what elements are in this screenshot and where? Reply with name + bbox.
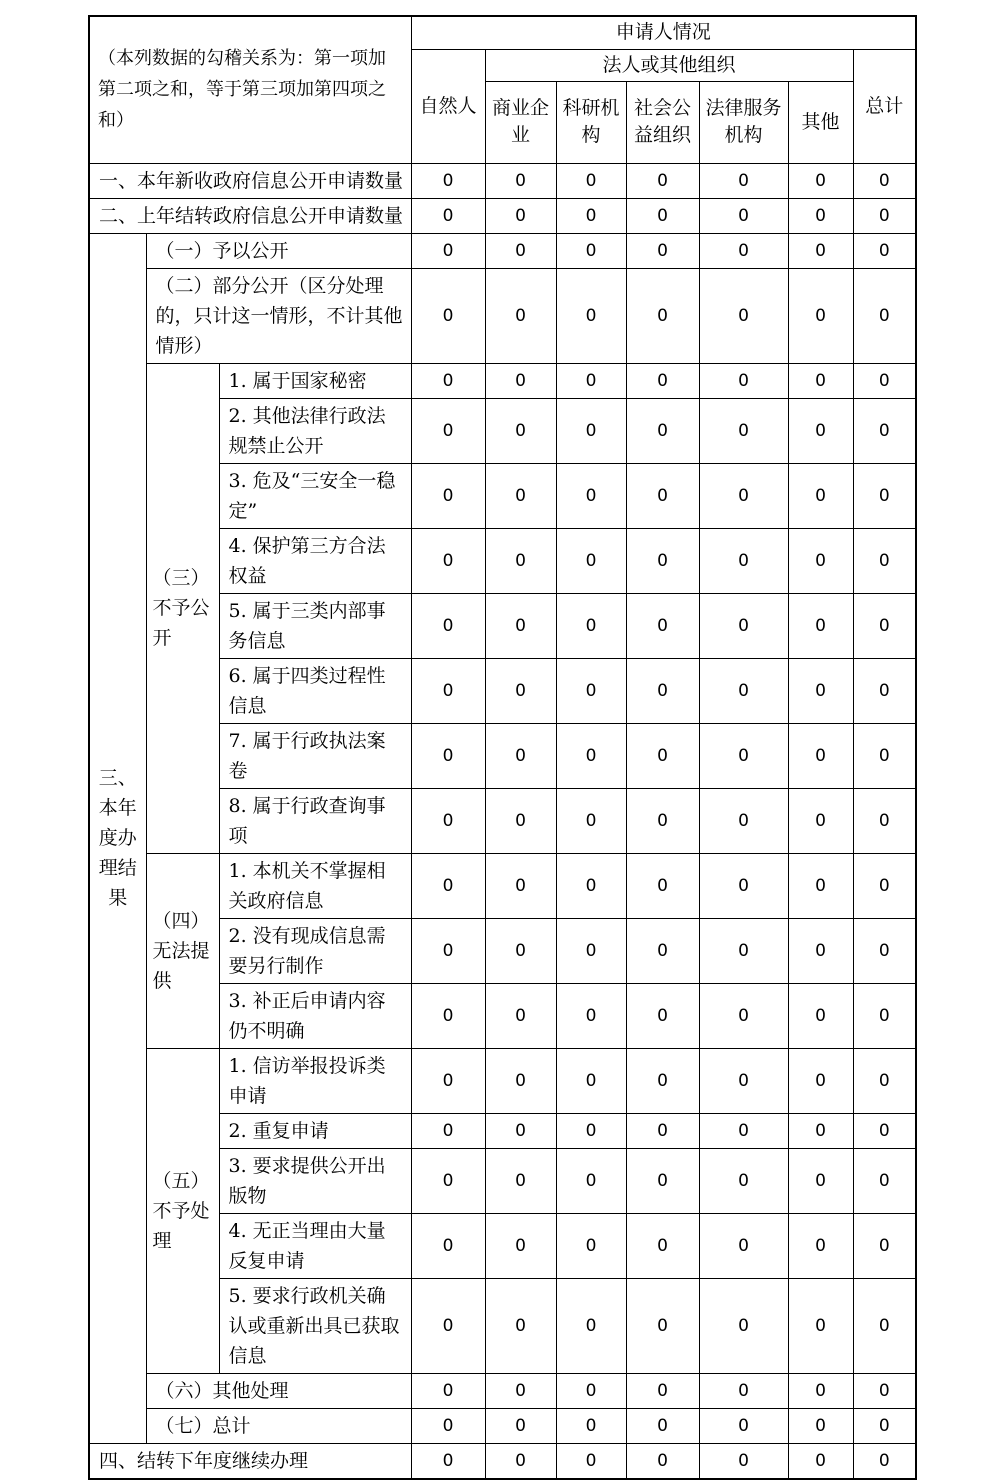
section-label-annual-results: 三、本年度办理结果	[89, 233, 146, 1443]
value-cell: 0	[699, 1113, 788, 1148]
value-cell: 0	[853, 198, 916, 233]
value-cell: 0	[853, 723, 916, 788]
value-cell: 0	[485, 268, 556, 363]
value-cell: 0	[485, 1148, 556, 1213]
group-label-unable-provide: （四）无法提供	[146, 853, 219, 1048]
value-cell: 0	[485, 853, 556, 918]
report-table	[88, 15, 917, 1480]
value-cell: 0	[788, 983, 853, 1048]
value-cell: 0	[485, 1048, 556, 1113]
value-cell: 0	[788, 268, 853, 363]
value-cell: 0	[626, 853, 699, 918]
value-cell: 0	[485, 788, 556, 853]
value-cell: 0	[556, 1213, 626, 1278]
value-cell: 0	[699, 1408, 788, 1443]
value-cell: 0	[788, 363, 853, 398]
value-cell: 0	[699, 1278, 788, 1373]
value-cell: 0	[626, 528, 699, 593]
col-header-natural-person: 自然人	[411, 49, 485, 163]
value-cell: 0	[556, 1443, 626, 1479]
value-cell: 0	[556, 658, 626, 723]
value-cell: 0	[411, 528, 485, 593]
value-cell: 0	[485, 658, 556, 723]
value-cell: 0	[485, 528, 556, 593]
value-cell: 0	[556, 398, 626, 463]
row-label: 5. 属于三类内部事务信息	[219, 593, 411, 658]
value-cell: 0	[699, 1373, 788, 1408]
value-cell: 0	[699, 1048, 788, 1113]
value-cell: 0	[626, 363, 699, 398]
value-cell: 0	[626, 163, 699, 198]
value-cell: 0	[411, 1148, 485, 1213]
col-header-business: 商业企业	[485, 81, 556, 163]
value-cell: 0	[626, 918, 699, 983]
col-header-total: 总计	[853, 49, 916, 163]
value-cell: 0	[626, 1443, 699, 1479]
table-row	[89, 198, 916, 233]
value-cell: 0	[411, 853, 485, 918]
value-cell: 0	[411, 788, 485, 853]
row-label-carried-over: 二、上年结转政府信息公开申请数量	[89, 198, 411, 233]
value-cell: 0	[556, 233, 626, 268]
value-cell: 0	[853, 658, 916, 723]
value-cell: 0	[556, 1148, 626, 1213]
value-cell: 0	[853, 528, 916, 593]
value-cell: 0	[853, 1048, 916, 1113]
value-cell: 0	[788, 1443, 853, 1479]
value-cell: 0	[485, 363, 556, 398]
value-cell: 0	[699, 853, 788, 918]
table-row	[89, 1048, 916, 1113]
value-cell: 0	[411, 463, 485, 528]
value-cell: 0	[626, 1113, 699, 1148]
row-label: （一）予以公开	[146, 233, 411, 268]
value-cell: 0	[556, 1278, 626, 1373]
value-cell: 0	[699, 463, 788, 528]
table-row	[89, 268, 916, 363]
value-cell: 0	[788, 163, 853, 198]
col-header-other: 其他	[788, 81, 853, 163]
group-label-not-process: （五）不予处理	[146, 1048, 219, 1373]
value-cell: 0	[699, 1213, 788, 1278]
value-cell: 0	[485, 1373, 556, 1408]
corner-note: （本列数据的勾稽关系为：第一项加第二项之和，等于第三项加第四项之和）	[89, 16, 411, 163]
value-cell: 0	[788, 233, 853, 268]
value-cell: 0	[556, 363, 626, 398]
value-cell: 0	[556, 593, 626, 658]
value-cell: 0	[485, 198, 556, 233]
table-row	[89, 1373, 916, 1408]
value-cell: 0	[699, 528, 788, 593]
value-cell: 0	[556, 1373, 626, 1408]
row-label: （二）部分公开（区分处理的，只计这一情形，不计其他情形）	[146, 268, 411, 363]
value-cell: 0	[699, 1443, 788, 1479]
value-cell: 0	[853, 853, 916, 918]
value-cell: 0	[853, 1278, 916, 1373]
value-cell: 0	[853, 788, 916, 853]
value-cell: 0	[699, 983, 788, 1048]
value-cell: 0	[556, 1113, 626, 1148]
row-label: 2. 其他法律行政法规禁止公开	[219, 398, 411, 463]
row-label: 2. 没有现成信息需要另行制作	[219, 918, 411, 983]
value-cell: 0	[853, 1443, 916, 1479]
value-cell: 0	[485, 233, 556, 268]
value-cell: 0	[485, 1113, 556, 1148]
value-cell: 0	[485, 463, 556, 528]
value-cell: 0	[411, 723, 485, 788]
value-cell: 0	[411, 593, 485, 658]
value-cell: 0	[556, 723, 626, 788]
value-cell: 0	[626, 1048, 699, 1113]
row-label: （六）其他处理	[146, 1373, 411, 1408]
value-cell: 0	[556, 198, 626, 233]
value-cell: 0	[485, 1278, 556, 1373]
value-cell: 0	[853, 1113, 916, 1148]
value-cell: 0	[788, 1408, 853, 1443]
table-row	[89, 363, 916, 398]
value-cell: 0	[556, 983, 626, 1048]
value-cell: 0	[411, 1373, 485, 1408]
row-label: 6. 属于四类过程性信息	[219, 658, 411, 723]
value-cell: 0	[699, 593, 788, 658]
value-cell: 0	[699, 918, 788, 983]
value-cell: 0	[788, 853, 853, 918]
value-cell: 0	[788, 1148, 853, 1213]
row-label: 3. 危及“三安全一稳定”	[219, 463, 411, 528]
value-cell: 0	[699, 788, 788, 853]
col-header-applicant-group: 申请人情况	[411, 16, 916, 49]
row-label-new-requests: 一、本年新收政府信息公开申请数量	[89, 163, 411, 198]
value-cell: 0	[853, 463, 916, 528]
value-cell: 0	[699, 658, 788, 723]
table-row	[89, 233, 916, 268]
row-label: 5. 要求行政机关确认或重新出具已获取信息	[219, 1278, 411, 1373]
row-label: 7. 属于行政执法案卷	[219, 723, 411, 788]
table-row	[89, 1408, 916, 1443]
value-cell: 0	[788, 198, 853, 233]
value-cell: 0	[556, 1408, 626, 1443]
value-cell: 0	[699, 363, 788, 398]
value-cell: 0	[556, 268, 626, 363]
row-label: 2. 重复申请	[219, 1113, 411, 1148]
value-cell: 0	[485, 1443, 556, 1479]
value-cell: 0	[626, 463, 699, 528]
value-cell: 0	[626, 233, 699, 268]
row-label: 3. 补正后申请内容仍不明确	[219, 983, 411, 1048]
value-cell: 0	[626, 268, 699, 363]
row-label: 4. 无正当理由大量反复申请	[219, 1213, 411, 1278]
value-cell: 0	[626, 398, 699, 463]
value-cell: 0	[853, 983, 916, 1048]
table-row	[89, 853, 916, 918]
value-cell: 0	[788, 1048, 853, 1113]
value-cell: 0	[411, 163, 485, 198]
row-label-next-year: 四、结转下年度继续办理	[89, 1443, 411, 1479]
value-cell: 0	[699, 198, 788, 233]
value-cell: 0	[411, 1213, 485, 1278]
row-label: 4. 保护第三方合法权益	[219, 528, 411, 593]
value-cell: 0	[699, 163, 788, 198]
row-label: （七）总计	[146, 1408, 411, 1443]
value-cell: 0	[411, 233, 485, 268]
value-cell: 0	[626, 1213, 699, 1278]
row-label: 1. 属于国家秘密	[219, 363, 411, 398]
row-label: 3. 要求提供公开出版物	[219, 1148, 411, 1213]
value-cell: 0	[853, 1148, 916, 1213]
value-cell: 0	[626, 1408, 699, 1443]
value-cell: 0	[411, 398, 485, 463]
value-cell: 0	[556, 853, 626, 918]
value-cell: 0	[788, 1373, 853, 1408]
value-cell: 0	[556, 918, 626, 983]
value-cell: 0	[699, 723, 788, 788]
value-cell: 0	[626, 1278, 699, 1373]
value-cell: 0	[411, 983, 485, 1048]
row-label: 8. 属于行政查询事项	[219, 788, 411, 853]
value-cell: 0	[699, 233, 788, 268]
value-cell: 0	[485, 1213, 556, 1278]
value-cell: 0	[788, 593, 853, 658]
value-cell: 0	[411, 1278, 485, 1373]
col-header-research: 科研机构	[556, 81, 626, 163]
value-cell: 0	[853, 163, 916, 198]
row-label: 1. 本机关不掌握相关政府信息	[219, 853, 411, 918]
group-label-refuse-disclosure: （三）不予公开	[146, 363, 219, 853]
value-cell: 0	[788, 658, 853, 723]
value-cell: 0	[411, 1048, 485, 1113]
value-cell: 0	[699, 1148, 788, 1213]
value-cell: 0	[411, 363, 485, 398]
table-row	[89, 1443, 916, 1479]
value-cell: 0	[556, 1048, 626, 1113]
value-cell: 0	[853, 363, 916, 398]
value-cell: 0	[853, 1213, 916, 1278]
value-cell: 0	[788, 528, 853, 593]
header-row-1	[89, 16, 916, 49]
value-cell: 0	[626, 788, 699, 853]
value-cell: 0	[411, 918, 485, 983]
value-cell: 0	[626, 593, 699, 658]
value-cell: 0	[788, 788, 853, 853]
value-cell: 0	[699, 268, 788, 363]
value-cell: 0	[788, 1278, 853, 1373]
value-cell: 0	[626, 658, 699, 723]
value-cell: 0	[411, 1408, 485, 1443]
value-cell: 0	[485, 723, 556, 788]
table-row	[89, 163, 916, 198]
value-cell: 0	[788, 463, 853, 528]
value-cell: 0	[626, 983, 699, 1048]
value-cell: 0	[853, 1408, 916, 1443]
value-cell: 0	[788, 1213, 853, 1278]
value-cell: 0	[853, 918, 916, 983]
value-cell: 0	[788, 723, 853, 788]
value-cell: 0	[626, 198, 699, 233]
col-header-social-welfare: 社会公益组织	[626, 81, 699, 163]
value-cell: 0	[411, 1113, 485, 1148]
value-cell: 0	[411, 268, 485, 363]
value-cell: 0	[485, 918, 556, 983]
value-cell: 0	[485, 163, 556, 198]
value-cell: 0	[626, 1373, 699, 1408]
value-cell: 0	[626, 723, 699, 788]
row-label: 1. 信访举报投诉类申请	[219, 1048, 411, 1113]
value-cell: 0	[411, 1443, 485, 1479]
value-cell: 0	[411, 198, 485, 233]
value-cell: 0	[699, 398, 788, 463]
col-header-legal-service: 法律服务机构	[699, 81, 788, 163]
value-cell: 0	[853, 1373, 916, 1408]
value-cell: 0	[556, 528, 626, 593]
value-cell: 0	[788, 398, 853, 463]
value-cell: 0	[485, 398, 556, 463]
value-cell: 0	[626, 1148, 699, 1213]
value-cell: 0	[485, 983, 556, 1048]
value-cell: 0	[853, 593, 916, 658]
value-cell: 0	[411, 658, 485, 723]
col-header-legal-org-group: 法人或其他组织	[485, 49, 853, 81]
value-cell: 0	[556, 463, 626, 528]
value-cell: 0	[556, 163, 626, 198]
value-cell: 0	[788, 1113, 853, 1148]
value-cell: 0	[853, 268, 916, 363]
value-cell: 0	[485, 1408, 556, 1443]
value-cell: 0	[788, 918, 853, 983]
value-cell: 0	[556, 788, 626, 853]
value-cell: 0	[485, 593, 556, 658]
value-cell: 0	[853, 233, 916, 268]
value-cell: 0	[853, 398, 916, 463]
